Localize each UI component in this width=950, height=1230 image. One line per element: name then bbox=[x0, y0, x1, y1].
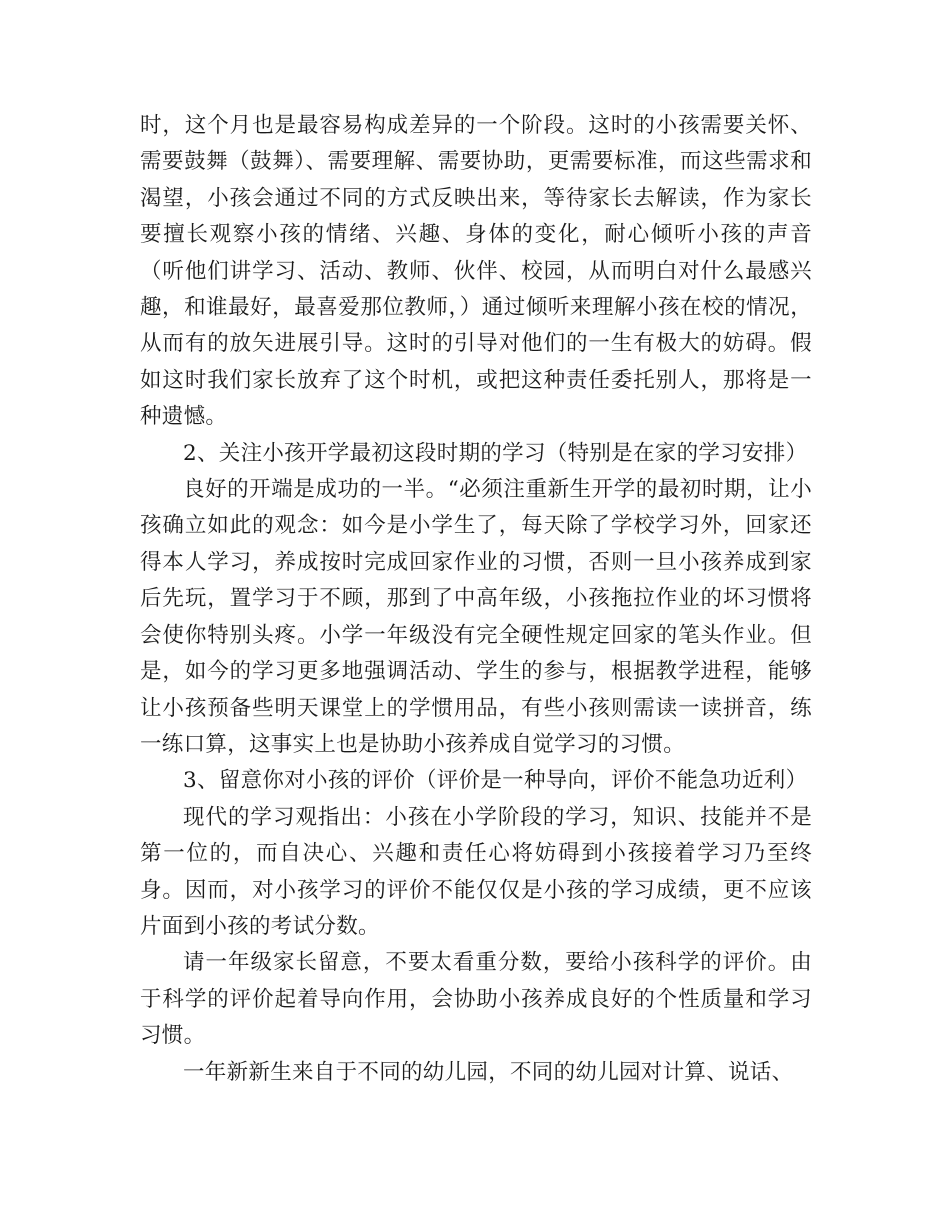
section-heading-2: 2、关注小孩开学最初这段时期的学习（特别是在家的学习安排） bbox=[183, 440, 808, 466]
paragraph-modern-learning: 现代的学习观指出：小孩在小学阶段的学习，知识、技能并不是第一位的，而自决心、兴趣和责任心将妨碍到小孩接着学习乃至终身。因而，对小孩学习的评价不能仅仅是小孩的学习成绩，更不应该片面到小孩的考试分数。 bbox=[140, 804, 812, 939]
paragraph-good-start: 良好的开端是成功的一半。“必须注重新生开学的最初时期，让小孩确立如此的观念：如今是小学生了，每天除了学校学习外，回家还得本人学习，养成按时完成回家作业的习惯，否则一旦小孩养成到家后先玩，置学习于不顾，那到了中高年级，小孩拖拉作业的坏习惯将会使你特别头疼。小学一年级没有完全硬性规定回家的笔头作业。但是，如今的学习更多地强调活动、学生的参与，根据教学进程，能够让小孩预备些明天课堂上的学惯用品，有些小孩则需读一读拼音，练一练口算，这事实上也是协助小孩养成自觉学习的习惯。 bbox=[140, 477, 812, 757]
section-heading-3: 3、留意你对小孩的评价（评价是一种导向，评价不能急功近利） bbox=[183, 768, 808, 794]
paragraph-intro: 时，这个月也是最容易构成差异的一个阶段。这时的小孩需要关怀、需要鼓舞（鼓舞）、需要理解、需要协助，更需要标准，而这些需求和渴望，小孩会通过不同的方式反映出来，等待家长去解读，作为家长要擅长观察小孩的情绪、兴趣、身体的变化，耐心倾听小孩的声音（听他们讲学习、活动、教师、伙伴、校园，从而明白对什么最感兴趣，和谁最好，最喜爱那位教师，）通过倾听来理解小孩在校的情况，从而有的放矢进展引导。这时的引导对他们的一生有极大的妨碍。假如这时我们家长放弃了这个时机，或把这种责任委托别人，那将是一种遗憾。 bbox=[140, 113, 812, 430]
paragraph-new-students: 一年新新生来自于不同的幼儿园，不同的幼儿园对计算、说话、 bbox=[183, 1059, 794, 1085]
document-body bbox=[140, 108, 812, 1091]
paragraph-parents-notice: 请一年级家长留意，不要太看重分数，要给小孩科学的评价。由于科学的评价起着导向作用，会协助小孩养成良好的个性质量和学习习惯。 bbox=[140, 950, 812, 1049]
